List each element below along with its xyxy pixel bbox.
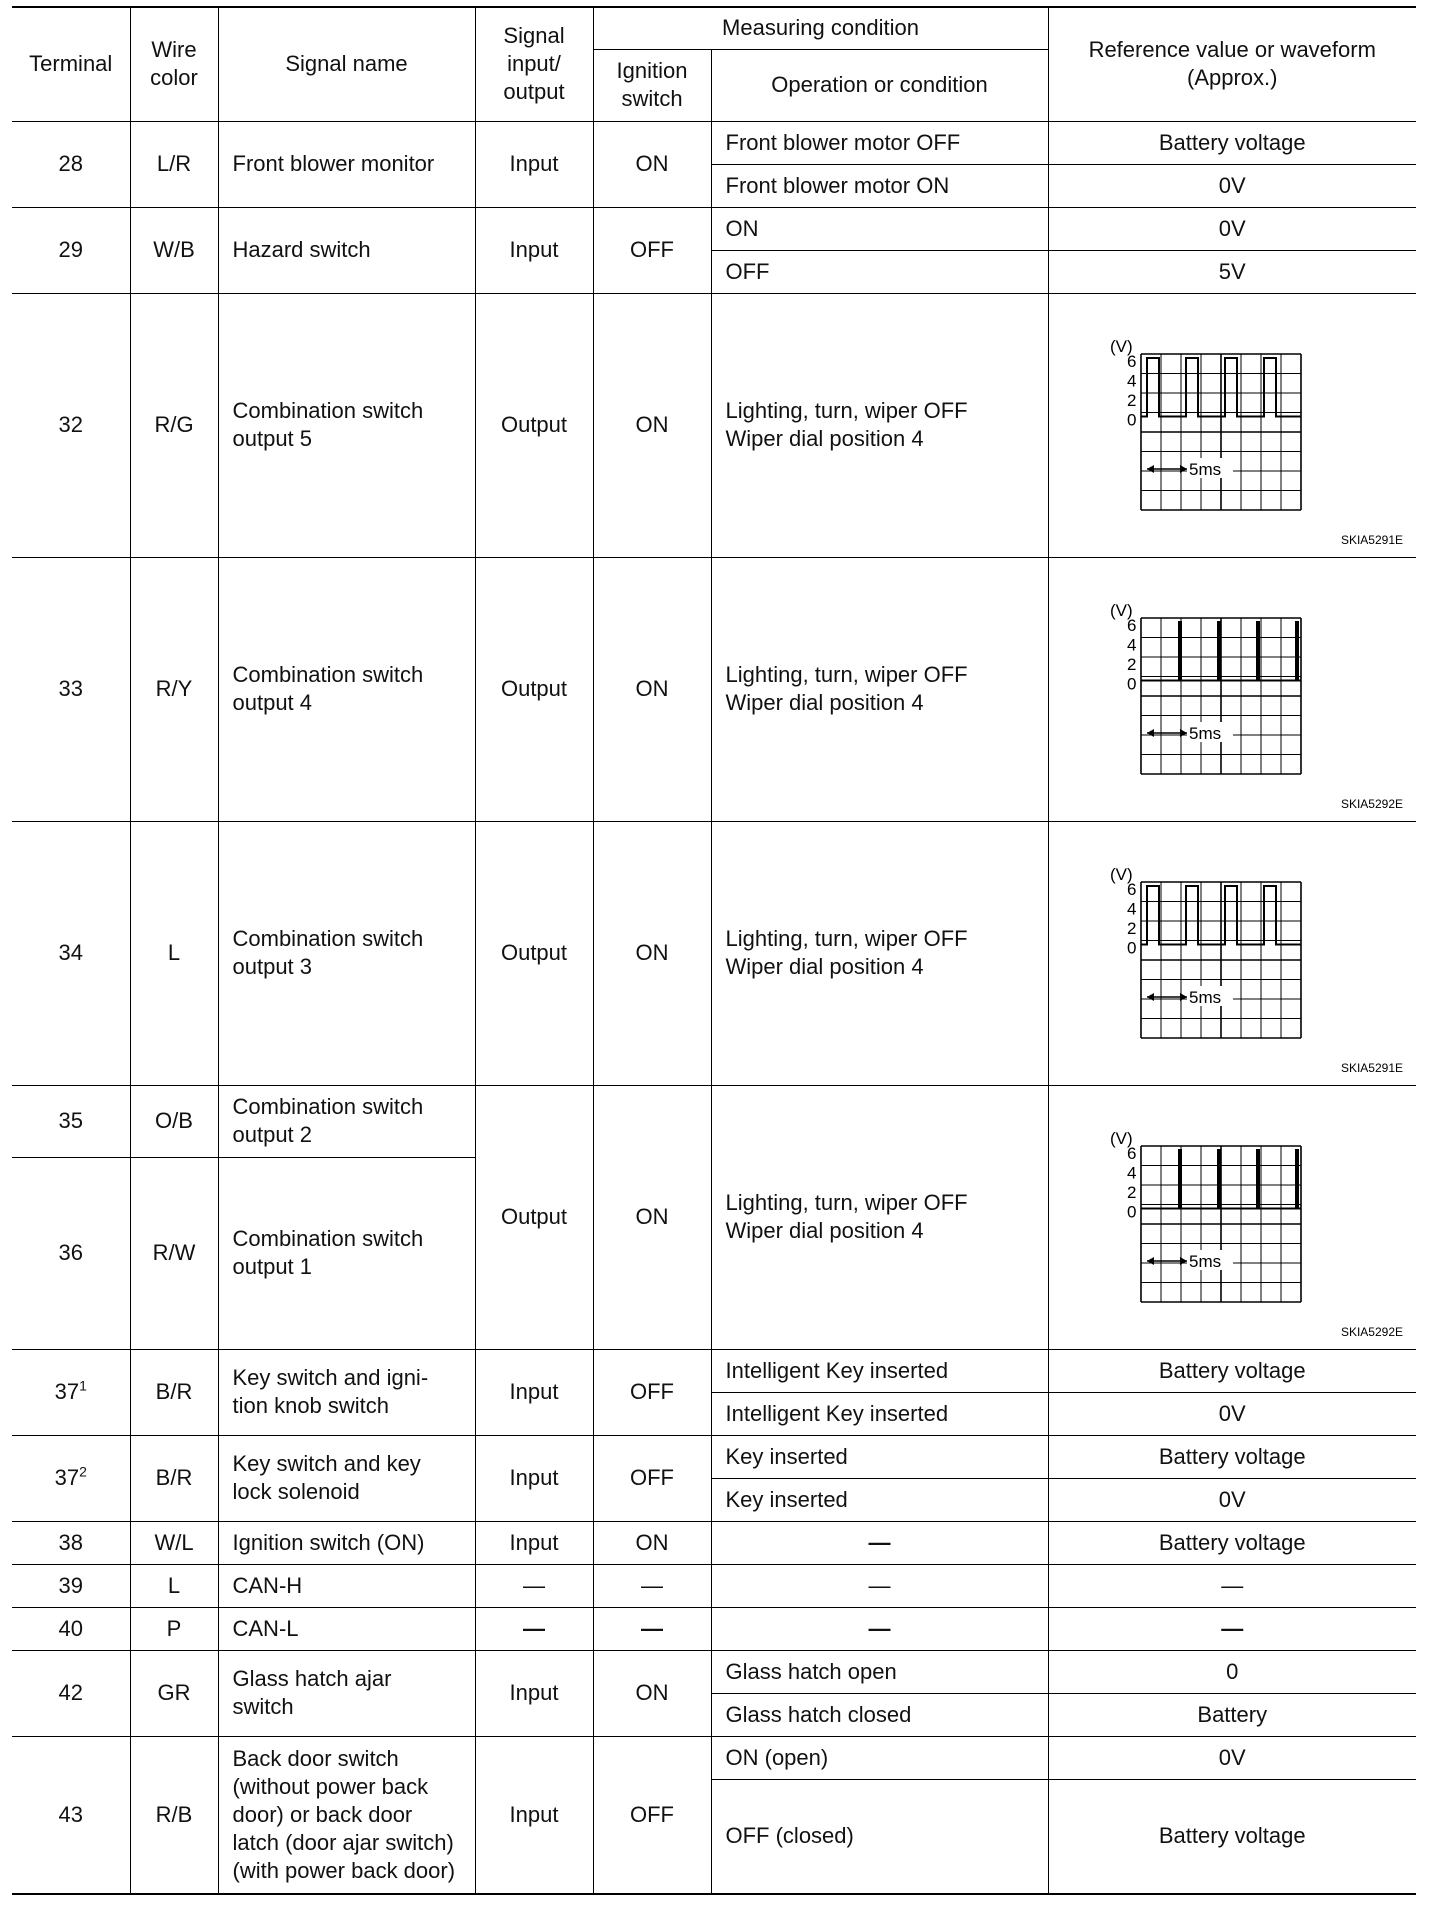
footnote-marker: 1 — [79, 1377, 87, 1394]
signal-io-cell: Output — [475, 293, 593, 557]
y-tick-label: 0 — [1126, 1202, 1136, 1222]
wire-color-cell: GR — [130, 1650, 218, 1736]
figure-code: SKIA5291E — [1340, 533, 1403, 547]
signal-trace — [1141, 622, 1301, 681]
condition-cell: Key inserted — [711, 1435, 1048, 1478]
terminal-cell: 35 — [12, 1085, 130, 1157]
waveform-svg — [1049, 294, 1415, 556]
ignition-cell: OFF — [593, 1349, 711, 1435]
y-tick-label: 4 — [1126, 635, 1136, 655]
header-ignition-switch: Ignition switch — [593, 49, 711, 121]
ignition-cell: ON — [593, 1521, 711, 1564]
y-tick-label: 6 — [1126, 352, 1136, 371]
terminal-table — [12, 6, 1416, 1895]
wire-color-cell: R/W — [130, 1157, 218, 1349]
table-row — [12, 1435, 1416, 1478]
signal-name-cell: Combination switch output 5 — [218, 293, 475, 557]
signal-io-cell: Input — [475, 121, 593, 207]
reference-cell: Battery voltage — [1048, 121, 1416, 164]
header-reference: Reference value or waveform (Approx.) — [1048, 7, 1416, 121]
condition-cell: — — [711, 1521, 1048, 1564]
condition-cell: Lighting, turn, wiper OFF Wiper dial position 4 — [711, 1085, 1048, 1349]
reference-cell: 0 — [1048, 1650, 1416, 1693]
condition-cell: — — [711, 1607, 1048, 1650]
condition-cell: — — [711, 1564, 1048, 1607]
table-row — [12, 1521, 1416, 1564]
reference-cell: Battery — [1048, 1693, 1416, 1736]
terminal-cell: 40 — [12, 1607, 130, 1650]
wire-color-cell: B/R — [130, 1349, 218, 1435]
terminal-cell: 43 — [12, 1736, 130, 1894]
terminal-cell: $37^1$ — [12, 1349, 130, 1435]
condition-cell: OFF — [711, 250, 1048, 293]
ignition-cell: OFF — [593, 1736, 711, 1894]
signal-name-cell: Combination switch output 4 — [218, 557, 475, 821]
signal-trace — [1141, 1150, 1301, 1209]
y-tick-label: 4 — [1126, 1163, 1136, 1183]
terminal-cell: 33 — [12, 557, 130, 821]
signal-io-cell: Input — [475, 1650, 593, 1736]
signal-name-cell: CAN-L — [218, 1607, 475, 1650]
signal-name-cell: Key switch and igni- tion knob switch — [218, 1349, 475, 1435]
condition-cell: OFF (closed) — [711, 1779, 1048, 1894]
ignition-cell: — — [593, 1607, 711, 1650]
ignition-cell: OFF — [593, 1435, 711, 1521]
y-tick-label: 0 — [1126, 938, 1136, 958]
terminal-reference-sheet — [12, 6, 1416, 1895]
y-tick-label: 6 — [1126, 880, 1136, 899]
wire-color-cell: R/Y — [130, 557, 218, 821]
y-tick-label: 4 — [1126, 371, 1136, 391]
table-row — [12, 1650, 1416, 1693]
terminal-cell: 28 — [12, 121, 130, 207]
time-scale-label: 5ms — [1188, 460, 1221, 479]
reference-cell: 0V — [1048, 164, 1416, 207]
wire-color-cell: W/L — [130, 1521, 218, 1564]
signal-io-cell: Output — [475, 557, 593, 821]
signal-io-cell: Input — [475, 1521, 593, 1564]
y-tick-label: 6 — [1126, 1144, 1136, 1163]
y-tick-label: 2 — [1126, 1183, 1136, 1202]
reference-cell: 0V — [1048, 1736, 1416, 1779]
signal-io-cell: Input — [475, 207, 593, 293]
signal-name-cell: Key switch and key lock solenoid — [218, 1435, 475, 1521]
header-signal-io: Signal input/ output — [475, 7, 593, 121]
condition-cell: Glass hatch closed — [711, 1693, 1048, 1736]
reference-cell: Battery voltage — [1048, 1779, 1416, 1894]
ignition-cell: ON — [593, 1085, 711, 1349]
terminal-cell: 38 — [12, 1521, 130, 1564]
table-row — [12, 1607, 1416, 1650]
signal-name-cell: Combination switch output 2 — [218, 1085, 475, 1157]
header-measuring-condition: Measuring condition — [593, 7, 1048, 49]
waveform-svg — [1049, 822, 1415, 1084]
waveform-svg — [1049, 1086, 1415, 1348]
table-row — [12, 293, 1416, 557]
table-row — [12, 121, 1416, 164]
y-tick-label: 6 — [1126, 616, 1136, 635]
table-row — [12, 1736, 1416, 1779]
reference-cell: 5V — [1048, 250, 1416, 293]
ignition-cell: ON — [593, 1650, 711, 1736]
reference-cell: — — [1048, 1564, 1416, 1607]
waveform-cell — [1048, 293, 1416, 557]
signal-name-cell: Combination switch output 1 — [218, 1157, 475, 1349]
reference-cell: Battery voltage — [1048, 1435, 1416, 1478]
signal-io-cell: Output — [475, 1085, 593, 1349]
condition-cell: ON (open) — [711, 1736, 1048, 1779]
wire-color-cell: L — [130, 1564, 218, 1607]
table-row — [12, 1349, 1416, 1392]
ignition-cell: OFF — [593, 207, 711, 293]
table-row — [12, 1085, 1416, 1157]
reference-cell: — — [1048, 1607, 1416, 1650]
ignition-cell: ON — [593, 121, 711, 207]
condition-cell: ON — [711, 207, 1048, 250]
wire-color-cell: B/R — [130, 1435, 218, 1521]
reference-cell: Battery voltage — [1048, 1349, 1416, 1392]
signal-io-cell: Input — [475, 1349, 593, 1435]
signal-name-cell: Front blower monitor — [218, 121, 475, 207]
condition-cell: Lighting, turn, wiper OFF Wiper dial position 4 — [711, 557, 1048, 821]
reference-cell: 0V — [1048, 207, 1416, 250]
signal-io-cell: — — [475, 1564, 593, 1607]
terminal-cell: 32 — [12, 293, 130, 557]
figure-code: SKIA5292E — [1340, 797, 1403, 811]
waveform-svg — [1049, 558, 1415, 820]
wire-color-cell: R/G — [130, 293, 218, 557]
axis-unit-label: (V) — [1109, 601, 1133, 620]
condition-cell: Key inserted — [711, 1478, 1048, 1521]
terminal-cell: 34 — [12, 821, 130, 1085]
signal-io-cell: Output — [475, 821, 593, 1085]
wire-color-cell: R/B — [130, 1736, 218, 1894]
table-row — [12, 821, 1416, 1085]
figure-code: SKIA5291E — [1340, 1061, 1403, 1075]
y-tick-label: 0 — [1126, 674, 1136, 694]
condition-cell: Lighting, turn, wiper OFF Wiper dial position 4 — [711, 293, 1048, 557]
wire-color-cell: O/B — [130, 1085, 218, 1157]
time-scale-label: 5ms — [1188, 988, 1221, 1007]
signal-io-cell: Input — [475, 1736, 593, 1894]
signal-name-cell: Hazard switch — [218, 207, 475, 293]
terminal-cell: 29 — [12, 207, 130, 293]
terminal-cell: $37^2$ — [12, 1435, 130, 1521]
signal-name-cell: Glass hatch ajar switch — [218, 1650, 475, 1736]
waveform-figure — [1049, 822, 1417, 1084]
reference-cell: 0V — [1048, 1392, 1416, 1435]
y-tick-label: 2 — [1126, 391, 1136, 410]
wire-color-cell: L — [130, 821, 218, 1085]
figure-code: SKIA5292E — [1340, 1325, 1403, 1339]
y-tick-label: 2 — [1126, 655, 1136, 674]
condition-cell: Lighting, turn, wiper OFF Wiper dial position 4 — [711, 821, 1048, 1085]
condition-cell: Intelligent Key inserted — [711, 1349, 1048, 1392]
waveform-cell — [1048, 557, 1416, 821]
condition-cell: Front blower motor ON — [711, 164, 1048, 207]
condition-cell: Intelligent Key inserted — [711, 1392, 1048, 1435]
y-tick-label: 2 — [1126, 919, 1136, 938]
waveform-cell — [1048, 1085, 1416, 1349]
ignition-cell: ON — [593, 293, 711, 557]
condition-cell: Glass hatch open — [711, 1650, 1048, 1693]
condition-cell: Front blower motor OFF — [711, 121, 1048, 164]
ignition-cell: ON — [593, 557, 711, 821]
time-scale-label: 5ms — [1188, 724, 1221, 743]
header-terminal: Terminal — [12, 7, 130, 121]
signal-name-cell: Combination switch output 3 — [218, 821, 475, 1085]
terminal-cell: 39 — [12, 1564, 130, 1607]
terminal-cell: 36 — [12, 1157, 130, 1349]
header-signal-name: Signal name — [218, 7, 475, 121]
y-tick-label: 0 — [1126, 410, 1136, 430]
signal-io-cell: — — [475, 1607, 593, 1650]
axis-unit-label: (V) — [1109, 337, 1133, 356]
waveform-cell — [1048, 821, 1416, 1085]
wire-color-cell: L/R — [130, 121, 218, 207]
header-wire-color: Wire color — [130, 7, 218, 121]
header-operation: Operation or condition — [711, 49, 1048, 121]
y-tick-label: 4 — [1126, 899, 1136, 919]
signal-name-cell: Back door switch (without power back door) or back door latch (door ajar switch) (with power back door) — [218, 1736, 475, 1894]
footnote-marker: 2 — [79, 1463, 87, 1480]
signal-name-cell: CAN-H — [218, 1564, 475, 1607]
terminal-cell: 42 — [12, 1650, 130, 1736]
reference-cell: 0V — [1048, 1478, 1416, 1521]
signal-name-cell: Ignition switch (ON) — [218, 1521, 475, 1564]
waveform-figure — [1049, 1086, 1417, 1348]
wire-color-cell: W/B — [130, 207, 218, 293]
ignition-cell: ON — [593, 821, 711, 1085]
axis-unit-label: (V) — [1109, 1129, 1133, 1148]
table-row — [12, 207, 1416, 250]
signal-io-cell: Input — [475, 1435, 593, 1521]
wire-color-cell: P — [130, 1607, 218, 1650]
table-row — [12, 557, 1416, 821]
reference-cell: Battery voltage — [1048, 1521, 1416, 1564]
ignition-cell: — — [593, 1564, 711, 1607]
time-scale-label: 5ms — [1188, 1252, 1221, 1271]
table-row — [12, 1564, 1416, 1607]
waveform-figure — [1049, 294, 1417, 556]
axis-unit-label: (V) — [1109, 865, 1133, 884]
waveform-figure — [1049, 558, 1417, 820]
